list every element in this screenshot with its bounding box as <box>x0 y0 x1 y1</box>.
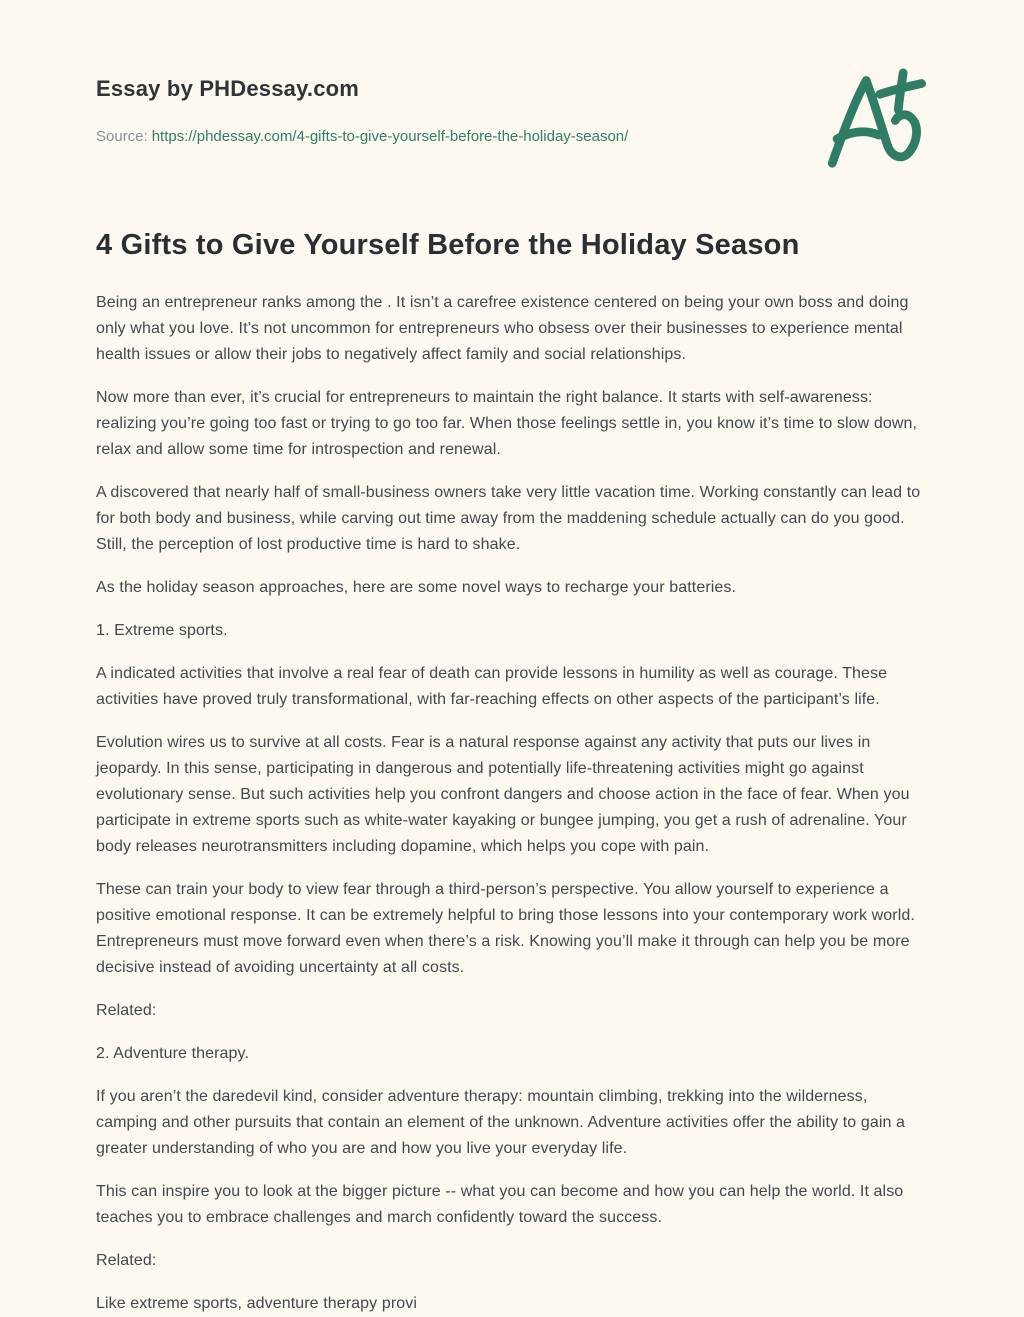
essay-paragraph: Like extreme sports, adventure therapy provi <box>96 1294 418 1312</box>
essay-paragraph: Now more than ever, it’s crucial for entrepreneurs to maintain the right balance. It starts with self-awareness: realizing you’re going too fast or trying to go too far. When those feelings settle in, you know it’s time to slow down, relax and allow some time for introspection and renewal. <box>96 388 918 458</box>
essay-paragraph: These can train your body to view fear through a third-person’s perspective. You allow yourself to experience a positive emotional response. It can be extremely helpful to bring those lessons into your contemporary work world. Entrepreneurs must move forward even when there’s a risk. Knowing you’ll make it through can help you be more decisive instead of avoiding uncertainty at all costs. <box>96 880 915 976</box>
essay-paragraph: Evolution wires us to survive at all costs. Fear is a natural response against any activity that puts our lives in jeopardy. In this sense, participating in dangerous and potentially life-threatening activities might go against evolutionary sense. But such activities help you confront dangers and choose action in the face of fear. When you participate in extreme sports such as white-water kayaking or bungee jumping, you get a rush of adrenaline. Your body releases neurotransmitters including dopamine, which helps you cope with pain. <box>96 733 910 855</box>
phdessay-aplus-logo-icon <box>820 68 928 170</box>
source-label: Source: <box>96 128 148 145</box>
source-line <box>96 128 628 145</box>
essay-paragraph: 1. Extreme sports. <box>96 621 228 639</box>
header-text <box>96 76 628 145</box>
essay-paragraph: Being an entrepreneur ranks among the . It isn’t a carefree existence centered on being your own boss and doing only what you love. It’s not uncommon for entrepreneurs who obsess over their businesses to experience mental health issues or allow their jobs to negatively affect family and social relationships. <box>96 293 909 363</box>
essay-main <box>96 228 928 1317</box>
essay-paragraph: As the holiday season approaches, here are some novel ways to recharge your batteries. <box>96 578 737 596</box>
essay-title: 4 Gifts to Give Yourself Before the Holiday Season <box>96 229 800 261</box>
essay-paragraph: Related: <box>96 1251 157 1269</box>
essay-paragraph: A indicated activities that involve a real fear of death can provide lessons in humility as well as courage. These activities have proved truly transformational, with far-reaching effects on other aspects of the participant’s life. <box>96 664 888 708</box>
source-link[interactable]: https://phdessay.com/4-gifts-to-give-yourself-before-the-holiday-season/ <box>151 128 629 145</box>
essay-paragraph: 2. Adventure therapy. <box>96 1044 250 1062</box>
site-title: Essay by PHDessay.com <box>96 76 360 101</box>
page-header <box>96 76 928 170</box>
essay-paragraph: This can inspire you to look at the bigger picture -- what you can become and how you can help the world. It also teaches you to embrace challenges and march confidently toward the success. <box>96 1182 904 1226</box>
essay-paragraph: Related: <box>96 1001 157 1019</box>
essay-paragraph: A discovered that nearly half of small-business owners take very little vacation time. Working constantly can lead to for both body and business, while carving out time away from the maddening schedule actually can do you good. Still, the perception of lost productive time is hard to shake. <box>96 483 921 553</box>
essay-paragraph: If you aren’t the daredevil kind, consider adventure therapy: mountain climbing, trekking into the wilderness, camping and other pursuits that contain an element of the unknown. Adventure activities offer the ability to gain a greater understanding of who you are and how you live your everyday life. <box>96 1087 906 1157</box>
essay-body <box>96 290 928 1317</box>
